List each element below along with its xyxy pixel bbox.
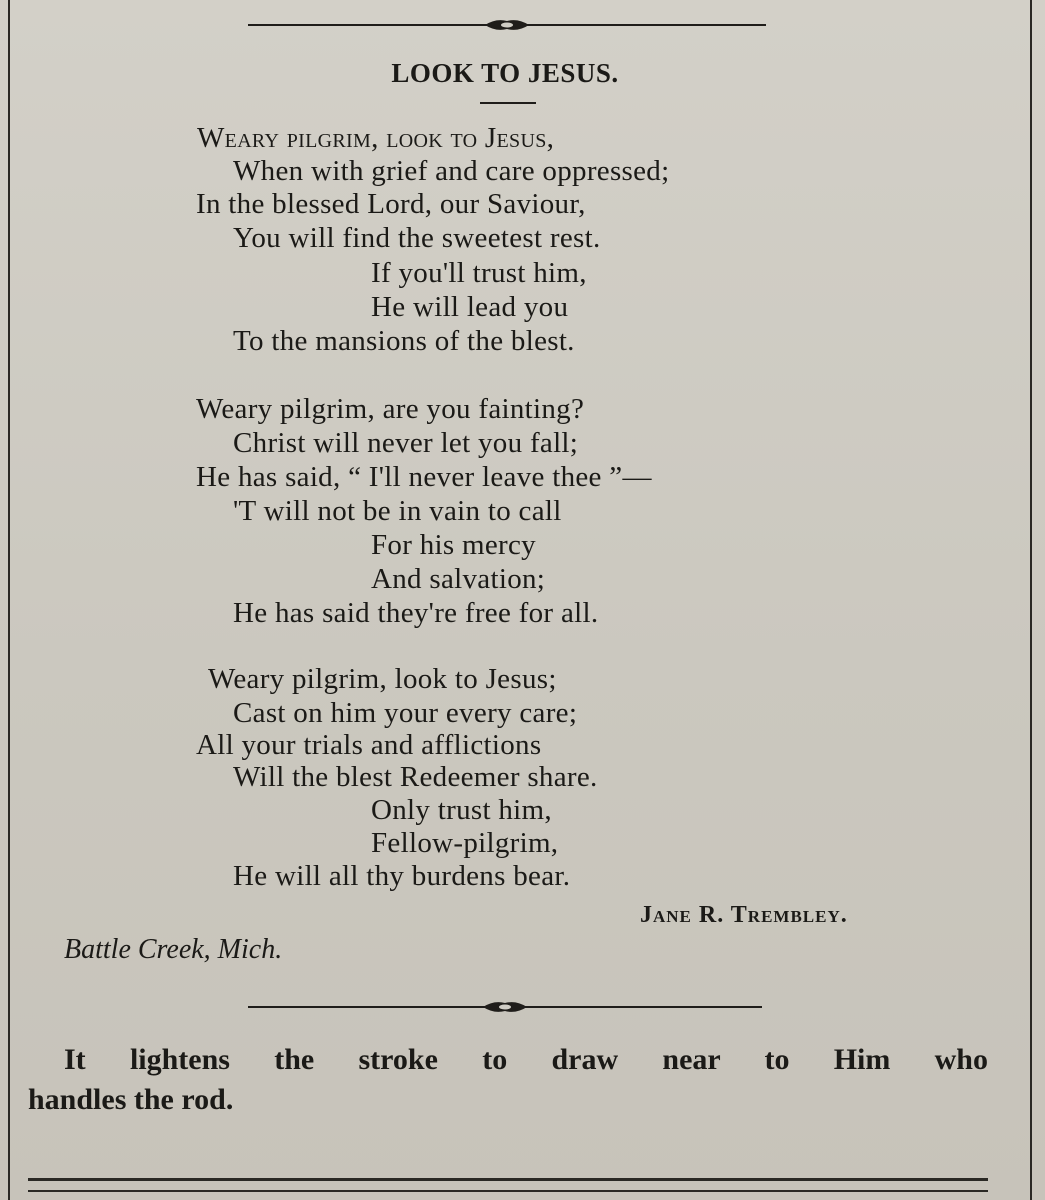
poem-line: He will lead you <box>371 291 569 323</box>
poem-line: And salvation; <box>371 563 546 595</box>
poem-line: Weary pilgrim, look to Jesus; <box>208 663 557 695</box>
poem-line: Weary pilgrim, are you fainting? <box>196 393 585 425</box>
ornament-diamond-icon <box>483 1000 527 1014</box>
poem-line: When with grief and care oppressed; <box>233 155 670 187</box>
poem-line: To the mansions of the blest. <box>233 325 575 357</box>
bottom-ornament-divider <box>248 1000 762 1014</box>
poem-line: Christ will never let you fall; <box>233 427 579 459</box>
bottom-rule <box>28 1190 988 1192</box>
filler-quote-line: It lightens the stroke to draw near to Him who <box>64 1043 988 1076</box>
poem-line: Cast on him your every care; <box>233 697 578 729</box>
poem-line: He has said they're free for all. <box>233 597 599 629</box>
poem-line: Fellow-pilgrim, <box>371 827 559 859</box>
top-ornament-divider <box>248 18 766 32</box>
poem-line: 'T will not be in vain to call <box>233 495 562 527</box>
poem-line: He will all thy burdens bear. <box>233 860 571 892</box>
poem-line-text: Weary pilgrim, look to Jesus, <box>197 122 555 154</box>
poem-line: All your trials and afflictions <box>196 729 542 761</box>
filler-quote <box>28 1040 988 1120</box>
poem-title: LOOK TO JESUS. <box>391 58 619 88</box>
title-underline <box>480 102 536 104</box>
ornament-diamond-icon <box>485 18 529 32</box>
poem-line <box>197 121 554 155</box>
poem-author: Jane R. Trembley. <box>640 902 848 928</box>
column-rule-left <box>8 0 10 1200</box>
column-rule-right <box>1030 0 1032 1200</box>
poem-line: For his mercy <box>371 529 536 561</box>
poem-line: You will find the sweetest rest. <box>233 222 601 254</box>
poem-line: If you'll trust him, <box>371 257 587 289</box>
poem-line: He has said, “ I'll never leave thee ”— <box>196 461 652 493</box>
bottom-rule <box>28 1178 988 1181</box>
poem-line: Will the blest Redeemer share. <box>233 761 598 793</box>
poem-line: Only trust him, <box>371 794 552 826</box>
poem-line: In the blessed Lord, our Saviour, <box>196 188 586 220</box>
filler-quote-line: handles the rod. <box>28 1083 234 1116</box>
poem-place: Battle Creek, Mich. <box>64 934 283 965</box>
